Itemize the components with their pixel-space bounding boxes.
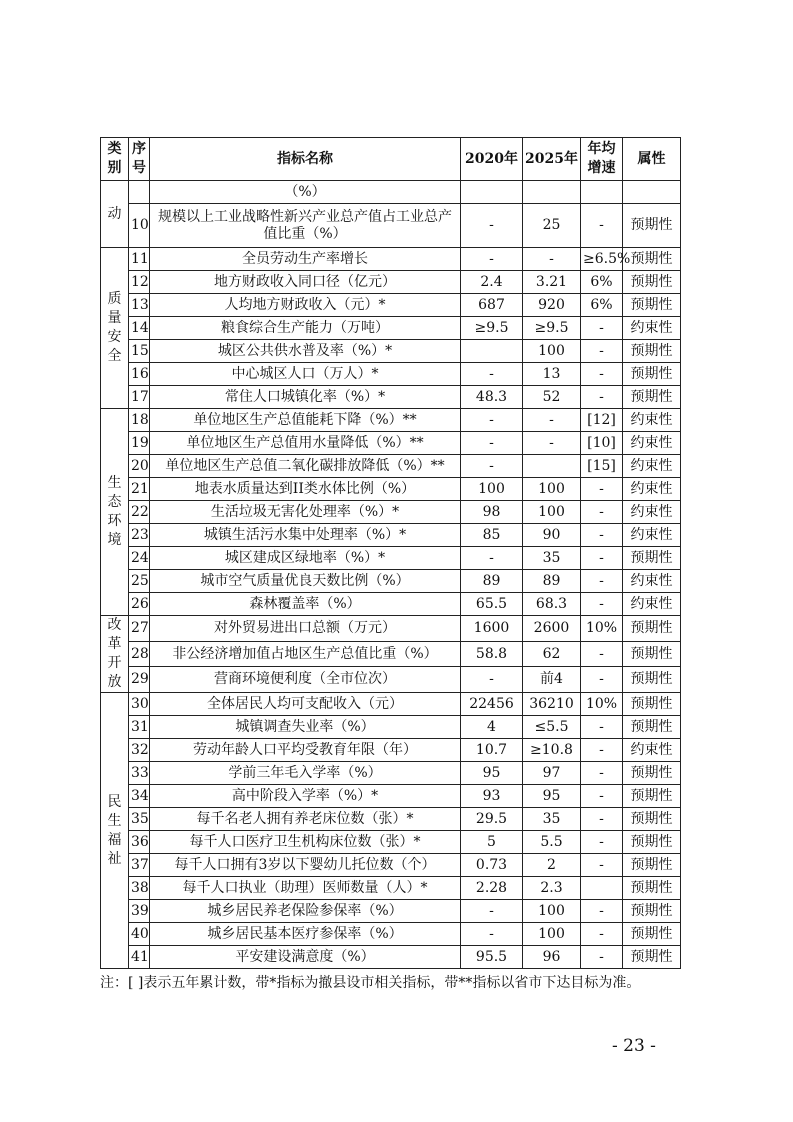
row-index: 19 bbox=[129, 432, 150, 455]
category-cell-welfare: 民生福祉 bbox=[101, 693, 129, 969]
row-growth: - bbox=[581, 340, 623, 363]
table-row bbox=[101, 877, 681, 900]
row-2020 bbox=[461, 181, 523, 204]
row-index: 16 bbox=[129, 363, 150, 386]
row-2020: 85 bbox=[461, 524, 523, 547]
row-2020 bbox=[461, 340, 523, 363]
row-index: 20 bbox=[129, 455, 150, 478]
row-name: 城乡居民基本医疗参保率（%） bbox=[150, 923, 461, 946]
row-2020: - bbox=[461, 667, 523, 693]
row-2025 bbox=[523, 455, 581, 478]
row-name: 城区建成区绿地率（%）* bbox=[150, 547, 461, 570]
row-growth: - bbox=[581, 524, 623, 547]
row-attr: 预期性 bbox=[623, 831, 681, 854]
row-growth: - bbox=[581, 204, 623, 248]
row-growth: - bbox=[581, 923, 623, 946]
table-note: 注：[ ]表示五年累计数，带*指标为撤县设市相关指标，带**指标以省市下达目标为准。 bbox=[100, 975, 641, 991]
row-2020: 95 bbox=[461, 762, 523, 785]
row-index: 11 bbox=[129, 248, 150, 271]
row-attr: 预期性 bbox=[623, 877, 681, 900]
row-growth: - bbox=[581, 831, 623, 854]
row-2020: 89 bbox=[461, 570, 523, 593]
row-growth: - bbox=[581, 593, 623, 616]
row-2025: 100 bbox=[523, 501, 581, 524]
table-row bbox=[101, 693, 681, 716]
table-row bbox=[101, 616, 681, 642]
page-number: - 23 - bbox=[612, 1036, 656, 1056]
row-attr: 约束性 bbox=[623, 524, 681, 547]
row-attr: 预期性 bbox=[623, 667, 681, 693]
table-row bbox=[101, 946, 681, 969]
row-attr: 预期性 bbox=[623, 900, 681, 923]
row-name: 地方财政收入同口径（亿元） bbox=[150, 271, 461, 294]
category-cell-dong: 动 bbox=[101, 181, 129, 248]
row-growth: - bbox=[581, 667, 623, 693]
row-growth: [15] bbox=[581, 455, 623, 478]
row-2020: - bbox=[461, 409, 523, 432]
table-row bbox=[101, 667, 681, 693]
row-name: 森林覆盖率（%） bbox=[150, 593, 461, 616]
row-name: 平安建设满意度（%） bbox=[150, 946, 461, 969]
row-2020: ≥9.5 bbox=[461, 317, 523, 340]
row-index: 28 bbox=[129, 641, 150, 667]
row-2025: 100 bbox=[523, 923, 581, 946]
row-index: 10 bbox=[129, 204, 150, 248]
row-2020: 58.8 bbox=[461, 641, 523, 667]
row-attr: 预期性 bbox=[623, 340, 681, 363]
row-index: 18 bbox=[129, 409, 150, 432]
row-name: 城镇生活污水集中处理率（%）* bbox=[150, 524, 461, 547]
row-2025: - bbox=[523, 248, 581, 271]
table-row bbox=[101, 501, 681, 524]
row-attr: 约束性 bbox=[623, 501, 681, 524]
row-attr: 预期性 bbox=[623, 294, 681, 317]
row-growth: - bbox=[581, 900, 623, 923]
table-row bbox=[101, 570, 681, 593]
row-growth: 10% bbox=[581, 616, 623, 642]
row-attr: 预期性 bbox=[623, 762, 681, 785]
row-growth: - bbox=[581, 762, 623, 785]
row-2025: 35 bbox=[523, 808, 581, 831]
row-growth: - bbox=[581, 716, 623, 739]
row-index: 13 bbox=[129, 294, 150, 317]
row-index: 38 bbox=[129, 877, 150, 900]
row-name: 生活垃圾无害化处理率（%）* bbox=[150, 501, 461, 524]
row-index: 31 bbox=[129, 716, 150, 739]
row-attr: 约束性 bbox=[623, 409, 681, 432]
row-2025: 100 bbox=[523, 478, 581, 501]
row-attr: 预期性 bbox=[623, 946, 681, 969]
row-2020: 95.5 bbox=[461, 946, 523, 969]
row-name: 全员劳动生产率增长 bbox=[150, 248, 461, 271]
row-index: 27 bbox=[129, 616, 150, 642]
row-name: 对外贸易进出口总额（万元） bbox=[150, 616, 461, 642]
row-name: 城镇调查失业率（%） bbox=[150, 716, 461, 739]
row-2025: 25 bbox=[523, 204, 581, 248]
row-attr: 预期性 bbox=[623, 923, 681, 946]
row-2020: - bbox=[461, 363, 523, 386]
row-2020: - bbox=[461, 900, 523, 923]
row-name: 每千名老人拥有养老床位数（张）* bbox=[150, 808, 461, 831]
table-row bbox=[101, 785, 681, 808]
row-growth: - bbox=[581, 386, 623, 409]
row-index: 35 bbox=[129, 808, 150, 831]
table-row bbox=[101, 363, 681, 386]
row-index: 41 bbox=[129, 946, 150, 969]
row-2020: 29.5 bbox=[461, 808, 523, 831]
row-index: 37 bbox=[129, 854, 150, 877]
row-growth: 6% bbox=[581, 271, 623, 294]
row-2020: - bbox=[461, 547, 523, 570]
table-row bbox=[101, 900, 681, 923]
row-index: 32 bbox=[129, 739, 150, 762]
row-attr: 约束性 bbox=[623, 478, 681, 501]
row-2025: 96 bbox=[523, 946, 581, 969]
row-attr: 预期性 bbox=[623, 693, 681, 716]
indicator-table bbox=[100, 137, 681, 969]
row-name: 城市空气质量优良天数比例（%） bbox=[150, 570, 461, 593]
row-growth: ≥6.5% bbox=[581, 248, 623, 271]
table-row bbox=[101, 739, 681, 762]
row-2025: 2600 bbox=[523, 616, 581, 642]
row-index: 36 bbox=[129, 831, 150, 854]
row-name: 营商环境便利度（全市位次） bbox=[150, 667, 461, 693]
row-growth bbox=[581, 877, 623, 900]
row-index: 39 bbox=[129, 900, 150, 923]
row-attr: 预期性 bbox=[623, 716, 681, 739]
row-growth: - bbox=[581, 547, 623, 570]
row-attr: 预期性 bbox=[623, 808, 681, 831]
table-row bbox=[101, 593, 681, 616]
row-attr: 约束性 bbox=[623, 570, 681, 593]
row-growth: [12] bbox=[581, 409, 623, 432]
row-growth: - bbox=[581, 478, 623, 501]
row-name: 规模以上工业战略性新兴产业总产值占工业总产值比重（%） bbox=[150, 204, 461, 248]
row-index: 15 bbox=[129, 340, 150, 363]
table-row bbox=[101, 271, 681, 294]
table-row bbox=[101, 386, 681, 409]
row-index: 33 bbox=[129, 762, 150, 785]
row-index: 22 bbox=[129, 501, 150, 524]
row-2020: 48.3 bbox=[461, 386, 523, 409]
row-2025: 前4 bbox=[523, 667, 581, 693]
row-2025: 89 bbox=[523, 570, 581, 593]
row-2020: - bbox=[461, 204, 523, 248]
row-2020: 2.4 bbox=[461, 271, 523, 294]
table-row bbox=[101, 455, 681, 478]
table-row bbox=[101, 854, 681, 877]
row-attr: 预期性 bbox=[623, 204, 681, 248]
table-row bbox=[101, 478, 681, 501]
row-index: 29 bbox=[129, 667, 150, 693]
row-index: 24 bbox=[129, 547, 150, 570]
row-index: 23 bbox=[129, 524, 150, 547]
row-2025: - bbox=[523, 432, 581, 455]
row-attr: 预期性 bbox=[623, 547, 681, 570]
row-index: 40 bbox=[129, 923, 150, 946]
row-name: 地表水质量达到II类水体比例（%） bbox=[150, 478, 461, 501]
row-growth: 6% bbox=[581, 294, 623, 317]
row-attr: 预期性 bbox=[623, 248, 681, 271]
header-2025: 2025年 bbox=[523, 138, 581, 181]
table-row bbox=[101, 248, 681, 271]
row-2020: 65.5 bbox=[461, 593, 523, 616]
row-2025: 5.5 bbox=[523, 831, 581, 854]
row-name: 学前三年毛入学率（%） bbox=[150, 762, 461, 785]
row-growth: 10% bbox=[581, 693, 623, 716]
row-2025: - bbox=[523, 409, 581, 432]
row-2025: 52 bbox=[523, 386, 581, 409]
row-attr: 预期性 bbox=[623, 785, 681, 808]
row-2025: ≤5.5 bbox=[523, 716, 581, 739]
row-2020: - bbox=[461, 455, 523, 478]
row-growth: - bbox=[581, 739, 623, 762]
row-attr: 预期性 bbox=[623, 271, 681, 294]
row-2025: ≥10.8 bbox=[523, 739, 581, 762]
row-name: 单位地区生产总值二氧化碳排放降低（%）** bbox=[150, 455, 461, 478]
row-attr: 约束性 bbox=[623, 593, 681, 616]
row-index: 21 bbox=[129, 478, 150, 501]
row-attr: 预期性 bbox=[623, 363, 681, 386]
row-index: 34 bbox=[129, 785, 150, 808]
table-header-row bbox=[101, 138, 681, 181]
row-2020: 22456 bbox=[461, 693, 523, 716]
row-growth: - bbox=[581, 785, 623, 808]
row-name: 劳动年龄人口平均受教育年限（年） bbox=[150, 739, 461, 762]
row-2020: 100 bbox=[461, 478, 523, 501]
row-2025: 3.21 bbox=[523, 271, 581, 294]
table-row bbox=[101, 204, 681, 248]
row-name: 全体居民人均可支配收入（元） bbox=[150, 693, 461, 716]
row-2020: - bbox=[461, 923, 523, 946]
row-growth: [10] bbox=[581, 432, 623, 455]
row-growth bbox=[581, 181, 623, 204]
row-attr: 约束性 bbox=[623, 432, 681, 455]
row-2020: 0.73 bbox=[461, 854, 523, 877]
category-cell-eco: 生态环境 bbox=[101, 409, 129, 616]
row-index: 25 bbox=[129, 570, 150, 593]
table-row bbox=[101, 762, 681, 785]
row-name: 非公经济增加值占地区生产总值比重（%） bbox=[150, 641, 461, 667]
row-name: 每千人口医疗卫生机构床位数（张）* bbox=[150, 831, 461, 854]
row-2020: 687 bbox=[461, 294, 523, 317]
row-name: （%） bbox=[150, 181, 461, 204]
row-2025: 68.3 bbox=[523, 593, 581, 616]
row-2025: 2.3 bbox=[523, 877, 581, 900]
table-row bbox=[101, 831, 681, 854]
row-2025: 100 bbox=[523, 340, 581, 363]
row-attr: 预期性 bbox=[623, 386, 681, 409]
row-2020: 10.7 bbox=[461, 739, 523, 762]
row-name: 中心城区人口（万人）* bbox=[150, 363, 461, 386]
row-name: 人均地方财政收入（元）* bbox=[150, 294, 461, 317]
table-row bbox=[101, 524, 681, 547]
header-growth: 年均增速 bbox=[581, 138, 623, 181]
row-2025: 97 bbox=[523, 762, 581, 785]
row-name: 单位地区生产总值能耗下降（%）** bbox=[150, 409, 461, 432]
row-attr: 约束性 bbox=[623, 455, 681, 478]
row-2025: 2 bbox=[523, 854, 581, 877]
row-growth: - bbox=[581, 808, 623, 831]
table-row bbox=[101, 641, 681, 667]
row-name: 常住人口城镇化率（%）* bbox=[150, 386, 461, 409]
row-name: 城区公共供水普及率（%）* bbox=[150, 340, 461, 363]
row-index: 30 bbox=[129, 693, 150, 716]
row-growth: - bbox=[581, 854, 623, 877]
row-attr: 约束性 bbox=[623, 739, 681, 762]
table-row bbox=[101, 808, 681, 831]
row-index: 12 bbox=[129, 271, 150, 294]
table-row bbox=[101, 317, 681, 340]
row-2020: 1600 bbox=[461, 616, 523, 642]
row-name: 高中阶段入学率（%）* bbox=[150, 785, 461, 808]
category-cell-quality: 质量安全 bbox=[101, 248, 129, 409]
header-index: 序号 bbox=[129, 138, 150, 181]
row-growth: - bbox=[581, 363, 623, 386]
row-2025: 920 bbox=[523, 294, 581, 317]
table-row bbox=[101, 409, 681, 432]
header-name: 指标名称 bbox=[150, 138, 461, 181]
header-category: 类别 bbox=[101, 138, 129, 181]
row-2025: 13 bbox=[523, 363, 581, 386]
row-index: 26 bbox=[129, 593, 150, 616]
table-row bbox=[101, 547, 681, 570]
row-2025: 35 bbox=[523, 547, 581, 570]
header-2020: 2020年 bbox=[461, 138, 523, 181]
row-2025: 90 bbox=[523, 524, 581, 547]
row-attr: 约束性 bbox=[623, 317, 681, 340]
row-index: 14 bbox=[129, 317, 150, 340]
row-2020: 4 bbox=[461, 716, 523, 739]
row-2025: 95 bbox=[523, 785, 581, 808]
row-2020: - bbox=[461, 432, 523, 455]
row-attr bbox=[623, 181, 681, 204]
row-index bbox=[129, 181, 150, 204]
row-attr: 预期性 bbox=[623, 854, 681, 877]
row-2020: - bbox=[461, 248, 523, 271]
row-2025: 36210 bbox=[523, 693, 581, 716]
table-row bbox=[101, 923, 681, 946]
table-row bbox=[101, 294, 681, 317]
row-index: 17 bbox=[129, 386, 150, 409]
row-growth: - bbox=[581, 317, 623, 340]
row-2020: 5 bbox=[461, 831, 523, 854]
table-row bbox=[101, 340, 681, 363]
row-growth: - bbox=[581, 641, 623, 667]
row-2025: 62 bbox=[523, 641, 581, 667]
table-row bbox=[101, 432, 681, 455]
row-2025: 100 bbox=[523, 900, 581, 923]
row-attr: 预期性 bbox=[623, 616, 681, 642]
row-name: 每千人口执业（助理）医师数量（人）* bbox=[150, 877, 461, 900]
row-2020: 98 bbox=[461, 501, 523, 524]
row-growth: - bbox=[581, 501, 623, 524]
row-2020: 93 bbox=[461, 785, 523, 808]
table-row bbox=[101, 181, 681, 204]
row-growth: - bbox=[581, 946, 623, 969]
row-name: 城乡居民养老保险参保率（%） bbox=[150, 900, 461, 923]
row-attr: 预期性 bbox=[623, 641, 681, 667]
row-name: 粮食综合生产能力（万吨） bbox=[150, 317, 461, 340]
category-cell-reform: 改革开放 bbox=[101, 616, 129, 693]
table-row bbox=[101, 716, 681, 739]
row-2025: ≥9.5 bbox=[523, 317, 581, 340]
row-name: 每千人口拥有3岁以下婴幼儿托位数（个） bbox=[150, 854, 461, 877]
row-name: 单位地区生产总值用水量降低（%）** bbox=[150, 432, 461, 455]
header-attr: 属性 bbox=[623, 138, 681, 181]
row-2020: 2.28 bbox=[461, 877, 523, 900]
row-2025 bbox=[523, 181, 581, 204]
row-growth: - bbox=[581, 570, 623, 593]
